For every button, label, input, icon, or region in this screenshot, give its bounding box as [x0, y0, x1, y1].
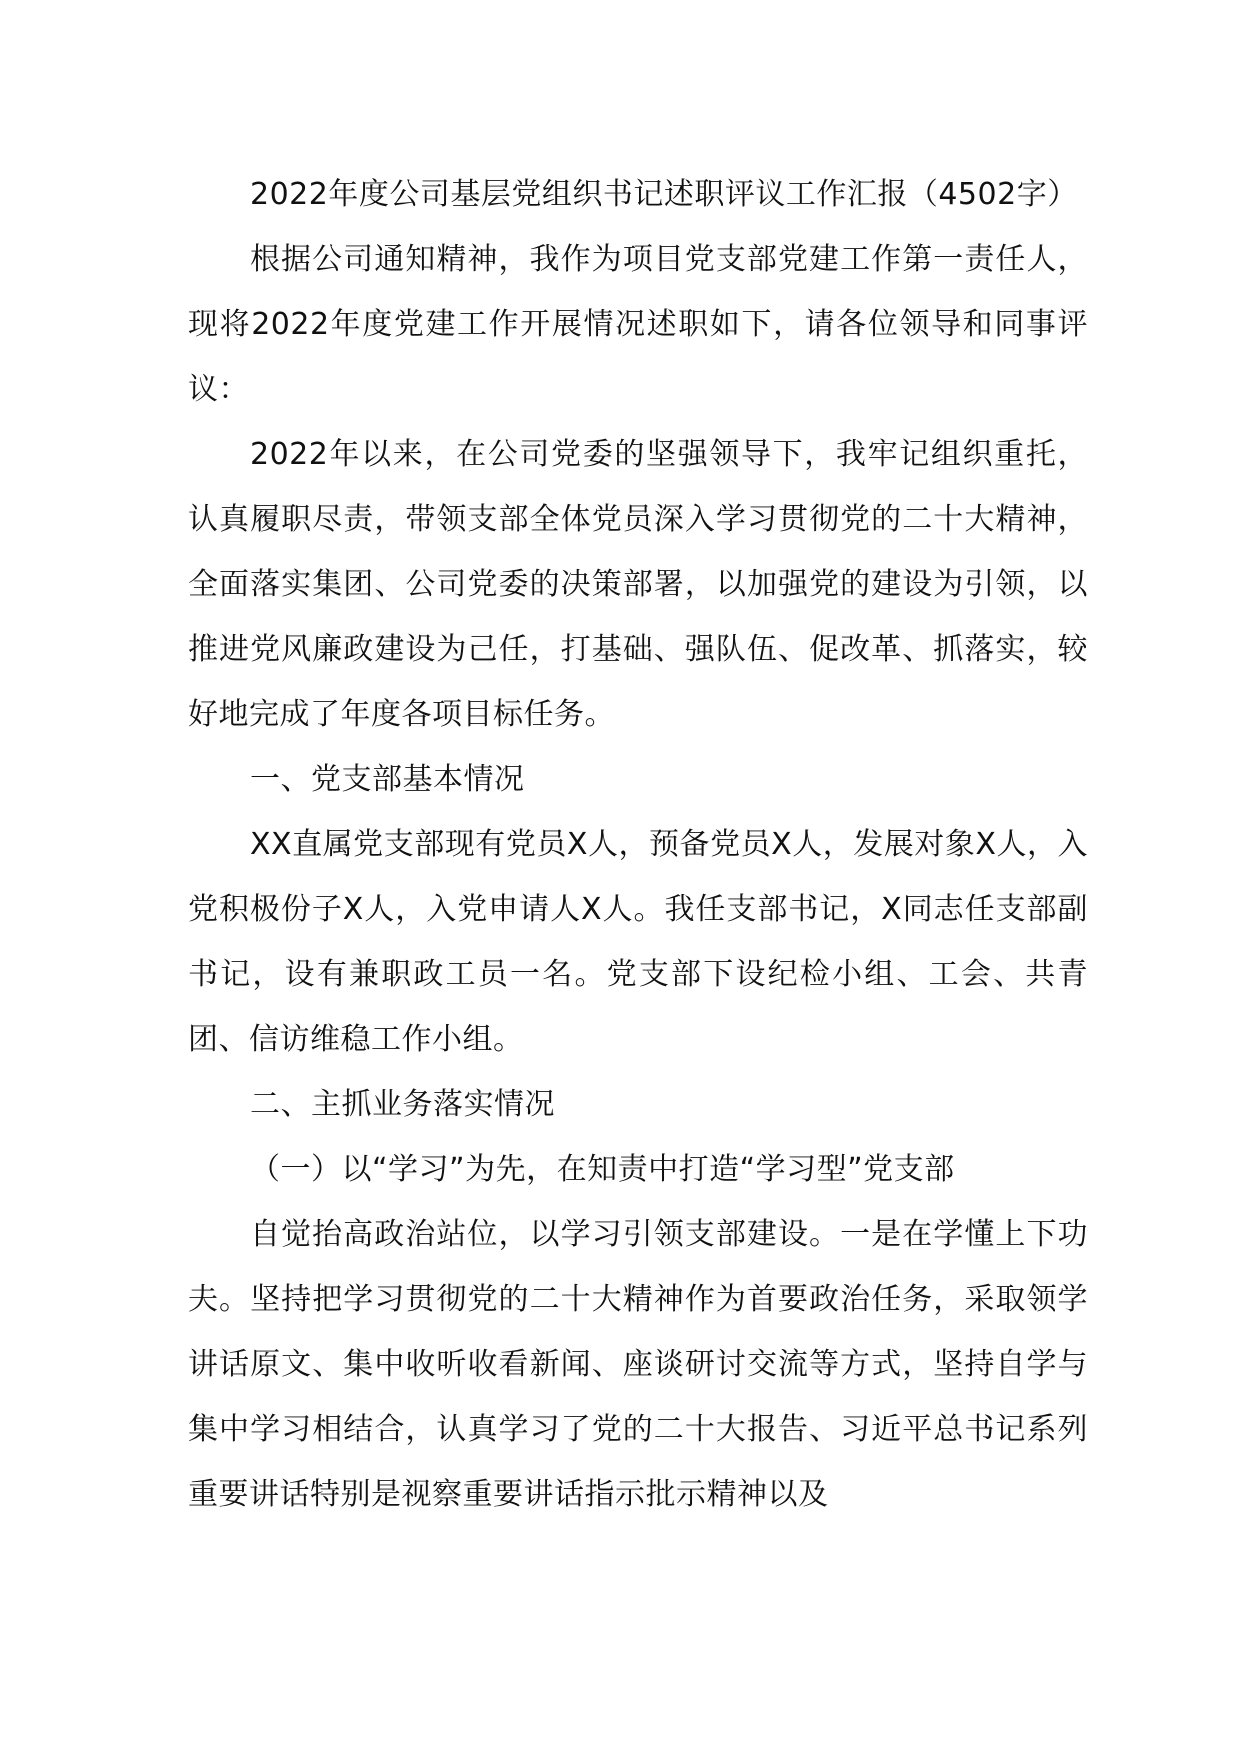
section-2-body: 自觉抬高政治站位，以学习引领支部建设。一是在学懂上下功夫。坚持把学习贯彻党的二十大精神作为首要政治任务，采取领学讲话原文、集中收听收看新闻、座谈研讨交流等方式，坚持自学与集中学习相结合，认真学习了党的二十大报告、习近平总书记系列重要讲话特别是视察重要讲话指示批示精神以及 [188, 1217, 1088, 1512]
document-page [188, 162, 1088, 1527]
intro-paragraph: 根据公司通知精神，我作为项目党支部党建工作第一责任人，现将2022年度党建工作开展情况述职如下，请各位领导和同事评议： [188, 242, 1088, 407]
section-2-heading: 二、主抓业务落实情况 [250, 1087, 555, 1122]
section-2-subheading: （一）以“学习”为先，在知责中打造“学习型”党支部 [250, 1152, 955, 1187]
document-title: 2022年度公司基层党组织书记述职评议工作汇报（4502字） [250, 177, 1078, 212]
section-1-body: XX直属党支部现有党员X人，预备党员X人，发展对象X人，入党积极份子X人，入党申请人X人。我任支部书记，X同志任支部副书记，设有兼职政工员一名。党支部下设纪检小组、工会、共青团、信访维稳工作小组。 [188, 827, 1088, 1057]
summary-paragraph: 2022年以来，在公司党委的坚强领导下，我牢记组织重托，认真履职尽责，带领支部全体党员深入学习贯彻党的二十大精神，全面落实集团、公司党委的决策部署，以加强党的建设为引领，以推进党风廉政建设为己任，打基础、强队伍、促改革、抓落实，较好地完成了年度各项目标任务。 [188, 437, 1088, 732]
section-1-heading: 一、党支部基本情况 [250, 762, 525, 797]
